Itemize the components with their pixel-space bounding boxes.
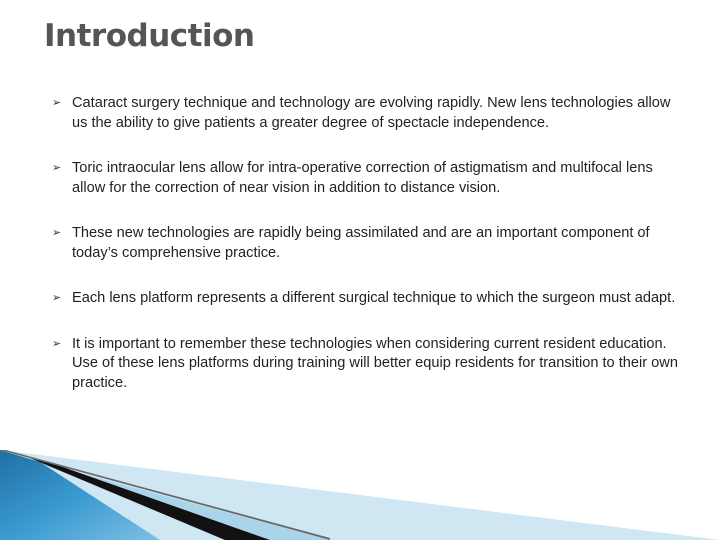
bullet-item [52, 159, 682, 198]
bullet-list [52, 94, 682, 393]
bullet-text: Cataract surgery technique and technology are evolving rapidly. New lens technologies allow us the ability to give patients a greater degree of spectacle independence. [72, 95, 671, 131]
arrow-bullet-icon: ➢ [52, 97, 62, 109]
arrow-bullet-icon: ➢ [52, 162, 62, 174]
bullet-item [52, 94, 682, 133]
arrow-bullet-icon: ➢ [52, 292, 62, 304]
bullet-item [52, 289, 682, 309]
arrow-bullet-icon: ➢ [52, 227, 62, 239]
bullet-text: Toric intraocular lens allow for intra-operative correction of astigmatism and multifocal lens allow for the correction of near vision in addition to distance vision. [72, 160, 653, 196]
slide-title: Introduction [44, 18, 255, 54]
bullet-text: Each lens platform represents a different surgical technique to which the surgeon must adapt. [72, 290, 676, 306]
decorative-corner-swoosh [0, 450, 720, 540]
bullet-item [52, 224, 682, 263]
bullet-text: It is important to remember these technologies when considering current resident education. Use of these lens platforms during training will better equip residents for transition to their own practice. [72, 335, 678, 391]
arrow-bullet-icon: ➢ [52, 337, 62, 350]
bullet-item [52, 335, 682, 394]
bullet-text: These new technologies are rapidly being assimilated and are an important component of today’s comprehensive practice. [72, 225, 650, 261]
